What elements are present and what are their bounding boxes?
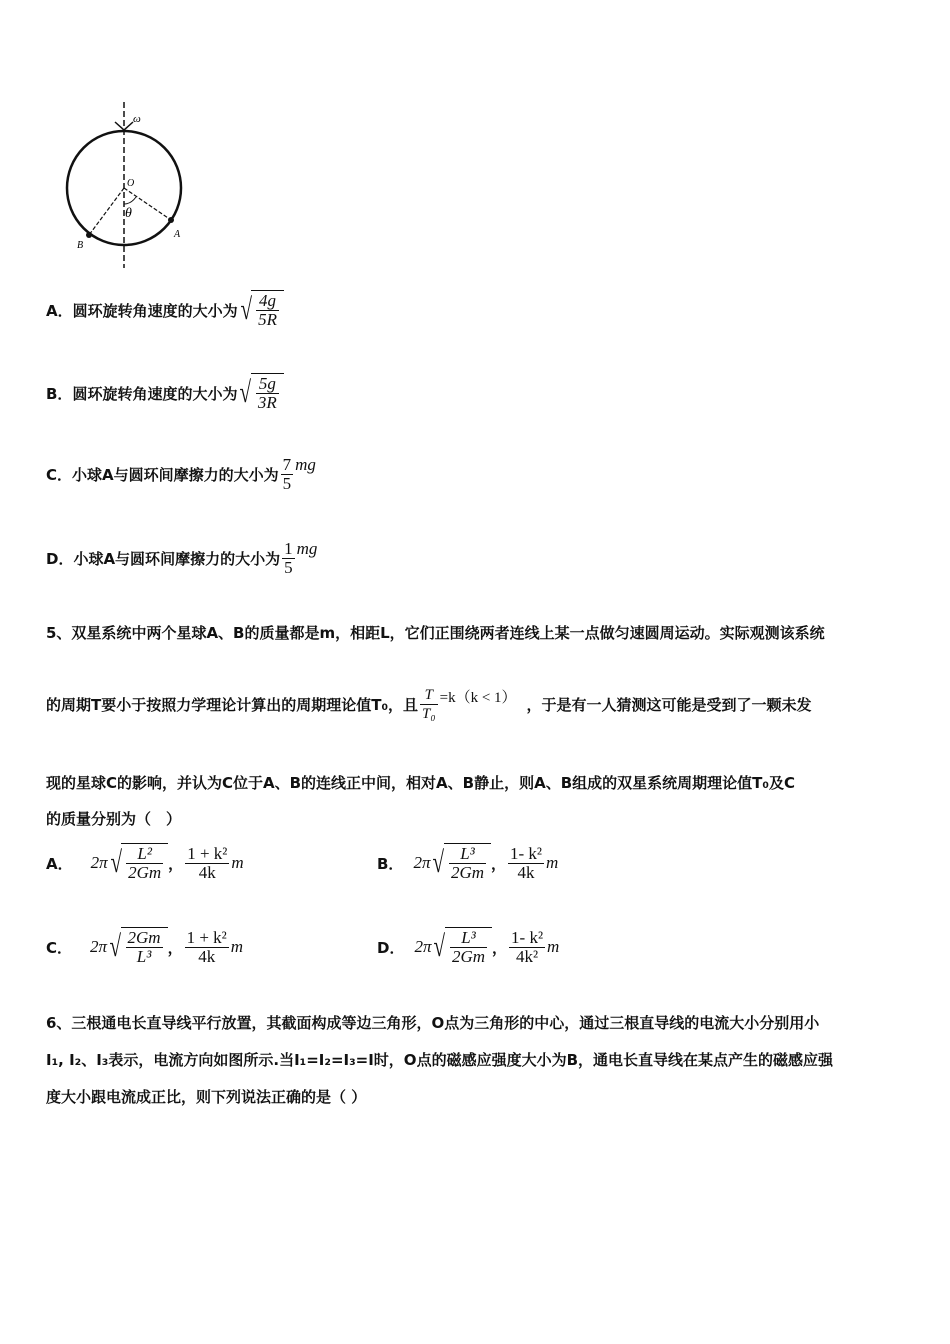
rad-den: 2Gm (451, 947, 486, 966)
option-letter: D． (46, 550, 74, 568)
sqrt-expression: √ $\frac{4g}{5R}$ (238, 290, 284, 330)
ratio-num: T (420, 686, 438, 705)
frac-tail: m (230, 937, 244, 956)
rad-num: L² (126, 845, 163, 864)
q6-line-1: 6、三根通电长直导线平行放置，其截面构成等边三角形，O点为三角形的中心，通过三根直导线的电流大小分别用小 (46, 1014, 820, 1032)
sqrt-expression: √ $\frac{\text{L²}}{2Gm}$ (108, 843, 169, 883)
separator: ， (492, 938, 508, 957)
q5-option-d[interactable] (377, 927, 559, 967)
q5-line-3: 现的星球C的影响，并认为C位于A、B的连线正中间，相对A、B静止，则A、B组成的双星系统周期理论值T₀及C (46, 774, 795, 792)
frac-den: 5 (284, 558, 293, 577)
option-letter: D． (377, 938, 405, 957)
q4-option-b[interactable] (46, 373, 284, 413)
frac-num: 7 (282, 455, 292, 474)
ball-a (168, 217, 174, 223)
frac-den: 4k (517, 862, 535, 882)
fraction (185, 845, 229, 882)
frac-den: 4k (198, 946, 216, 966)
q5-line-1: 5、双星系统中两个星球A、B的质量都是m，相距L，它们正围绕两者连线上某一点做匀速圆周运动。实际观测该系统 (46, 624, 825, 642)
separator: ， (491, 854, 507, 873)
q4-option-c[interactable] (46, 456, 316, 493)
rad-den: 2Gm (450, 863, 484, 882)
frac-tail: m (231, 853, 244, 872)
label-theta: θ (125, 206, 132, 221)
sqrt-expression: √ $\frac{\text{L³}}{2Gm}$ (431, 927, 492, 967)
rad-num: L³ (449, 845, 486, 864)
rad-den: 2Gm (128, 863, 162, 882)
sqrt-expression: √ $\frac{2Gm}{\text{L³}}$ (107, 927, 168, 967)
frac-num: 1- k² (510, 843, 543, 863)
q6-line-3: 度大小跟电流成正比，则下列说法正确的是（ ） (46, 1088, 367, 1106)
coef: 2π (413, 853, 431, 872)
rad-num: 2Gm (127, 928, 161, 947)
frac-den: 5R (258, 310, 277, 329)
q4-option-a[interactable] (46, 290, 284, 330)
q5-line-2-pre: 的周期T要小于按照力学理论计算出的周期理论值T₀，且 (46, 696, 419, 714)
frac-num: 1 + k² (186, 927, 227, 947)
frac-num: 5g (256, 375, 279, 394)
coef: 2π (90, 937, 108, 956)
frac-den: 4k (198, 862, 216, 882)
separator: ， (167, 938, 183, 957)
fraction (282, 540, 295, 577)
sqrt-expression: √ $\frac{\text{L³}}{2Gm}$ (430, 843, 491, 883)
frac-num: 4g (256, 292, 279, 311)
option-text: 小球A与圆环间摩擦力的大小为 (73, 550, 281, 568)
q5-option-b[interactable] (377, 843, 558, 883)
label-b: B (77, 240, 84, 251)
q5-line-2-post: ，于是有一人猜测这可能是受到了一颗未发 (526, 696, 812, 714)
label-omega: ω (133, 113, 141, 125)
sqrt-expression: √ $\frac{5g}{3R}$ (237, 373, 283, 413)
option-letter: B． (377, 854, 404, 873)
rad-num: L³ (450, 929, 487, 948)
label-center: O (127, 178, 135, 189)
frac-tail: mg (295, 454, 316, 474)
frac-den: 5 (282, 474, 292, 493)
ratio-tail: =k（k < 1） (439, 690, 517, 706)
option-text: 圆环旋转角速度的大小为 (72, 384, 238, 403)
q5-line-4: 的质量分别为（ ） (46, 810, 182, 828)
label-a: A (174, 229, 181, 240)
q5-line-2 (46, 686, 812, 723)
option-letter: C． (46, 466, 73, 484)
frac-tail: m (547, 937, 560, 956)
frac-tail: mg (296, 538, 318, 558)
q6-line-2: I₁, I₂、I₃表示，电流方向如图所示.当I₁=I₂=I₃=I时，O点的磁感应强度大小为B，通电长直导线在某点产生的磁感应强 (46, 1051, 833, 1069)
rad-den: L³ (136, 947, 152, 966)
period-ratio (420, 686, 438, 723)
option-letter: A． (46, 301, 73, 320)
separator: ， (168, 854, 184, 873)
ring-figure (55, 100, 195, 270)
fraction (281, 456, 294, 493)
q4-option-d[interactable] (46, 540, 317, 577)
coef: 2π (414, 937, 432, 956)
option-text: 圆环旋转角速度的大小为 (72, 301, 238, 320)
frac-num: 1- k² (511, 927, 544, 947)
coef: 2π (90, 853, 108, 872)
frac-num: 1 (284, 539, 293, 558)
fraction (185, 929, 229, 966)
frac-num: 1 + k² (187, 843, 228, 863)
option-letter: A． (46, 854, 73, 873)
option-letter: B． (46, 384, 73, 403)
q5-option-c[interactable] (46, 927, 243, 967)
ball-b (86, 232, 92, 238)
frac-den: 3R (257, 393, 277, 412)
q5-option-a[interactable] (46, 843, 244, 883)
fraction (508, 845, 544, 882)
ratio-den: T₀ (422, 706, 436, 722)
radius-to-b (89, 188, 124, 235)
fraction (509, 929, 545, 966)
option-letter: C． (46, 938, 73, 957)
theta-arc (124, 197, 136, 204)
frac-den: 4k² (515, 946, 539, 966)
frac-tail: m (546, 853, 559, 872)
option-text: 小球A与圆环间摩擦力的大小为 (72, 466, 279, 484)
